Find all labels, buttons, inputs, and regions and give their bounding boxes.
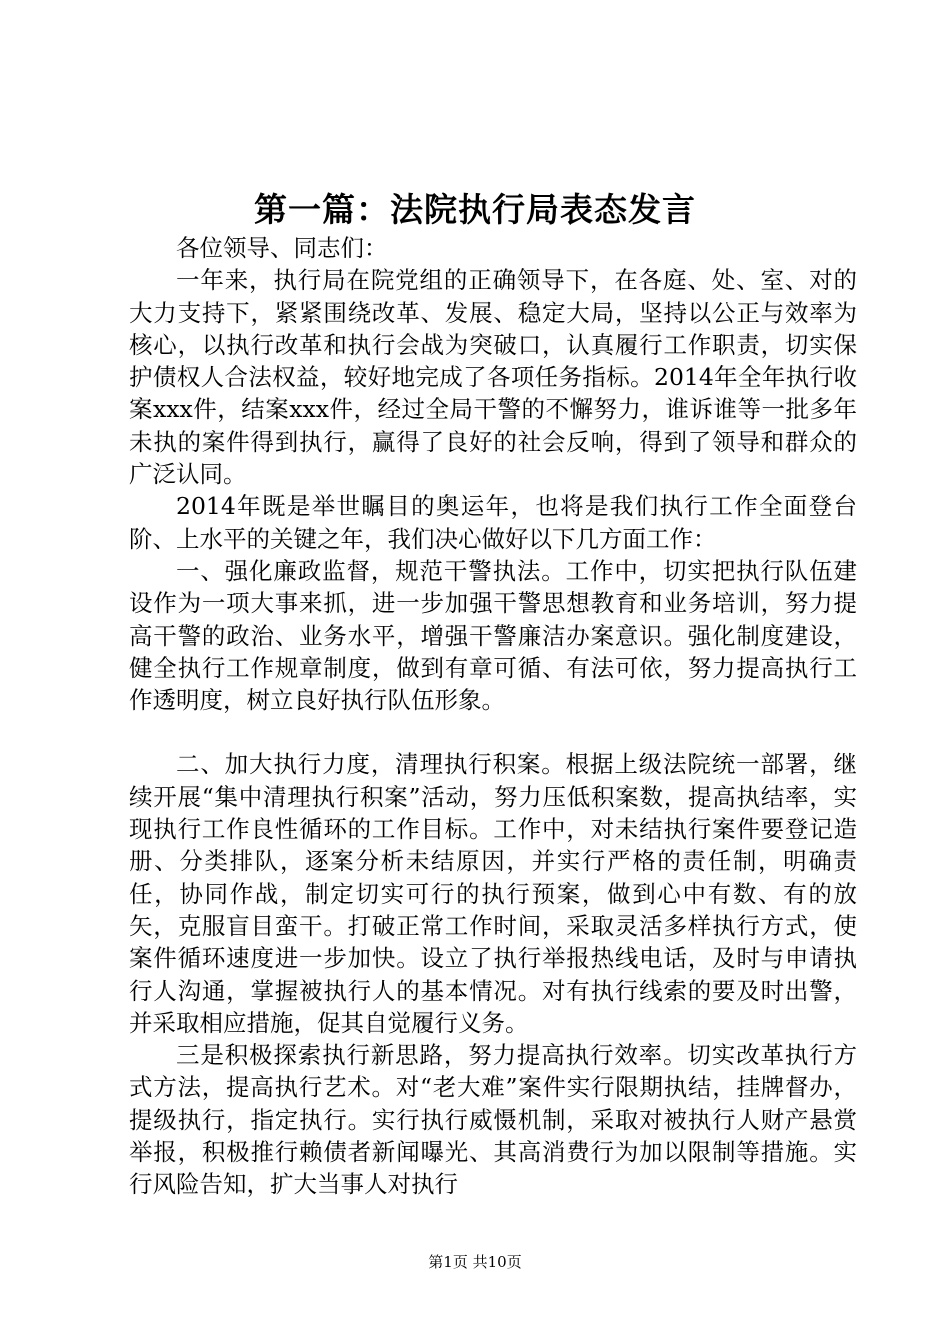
body-paragraph: 二、加大执行力度，清理执行积案。根据上级法院统一部署，继续开展“集中清理执行积案”活动，努力压低积案数，提高执结率，实现执行工作良性循环的工作目标。工作中，对未结执行案件要登记造册、分类排队，逐案分析未结原因，并实行严格的责任制，明确责任，协同作战，制定切实可行的执行预案，做到心中有数、有的放矢，克服盲目蛮干。打破正常工作时间，采取灵活多样执行方式，使案件循环速度进一步加快。设立了执行举报热线电话，及时与申请执行人沟通，掌握被执行人的基本情况。对有执行线索的要及时出警，并采取相应措施，促其自觉履行义务。: [129, 750, 857, 1037]
document-body: [129, 232, 857, 1201]
page-footer: 第1页 共10页: [428, 1253, 522, 1271]
body-paragraph: 一年来，执行局在院党组的正确领导下，在各庭、处、室、对的大力支持下，紧紧围绕改革、发展、稳定大局，坚持以公正与效率为核心，以执行改革和执行会战为突破口，认真履行工作职责，切实保护债权人合法权益，较好地完成了各项任务指标。2014年全年执行收案xxx件，结案xxx件，经过全局干警的不懈努力，谁诉谁等一批多年未执的案件得到执行，赢得了良好的社会反响，得到了领导和群众的广泛认同。: [129, 266, 857, 489]
document-title: 第一篇：法院执行局表态发言: [254, 190, 696, 229]
body-paragraph: 三是积极探索执行新思路，努力提高执行效率。切实改革执行方式方法，提高执行艺术。对“老大难”案件实行限期执结，挂牌督办，提级执行，指定执行。实行执行威慑机制，采取对被执行人财产悬赏举报，积极推行赖债者新闻曝光、其高消费行为加以限制等措施。实行风险告知，扩大当事人对执行: [129, 1041, 857, 1199]
body-paragraph: 2014年既是举世瞩目的奥运年，也将是我们执行工作全面登台阶、上水平的关键之年，我们决心做好以下几方面工作：: [129, 492, 857, 553]
body-paragraph: 一、强化廉政监督，规范干警执法。工作中，切实把执行队伍建设作为一项大事来抓，进一步加强干警思想教育和业务培训，努力提高干警的政治、业务水平，增强干警廉洁办案意识。强化制度建设，健全执行工作规章制度，做到有章可循、有法可依，努力提高执行工作透明度，树立良好执行队伍形象。: [129, 556, 857, 715]
salutation-paragraph: 各位领导、同志们：: [176, 234, 388, 262]
